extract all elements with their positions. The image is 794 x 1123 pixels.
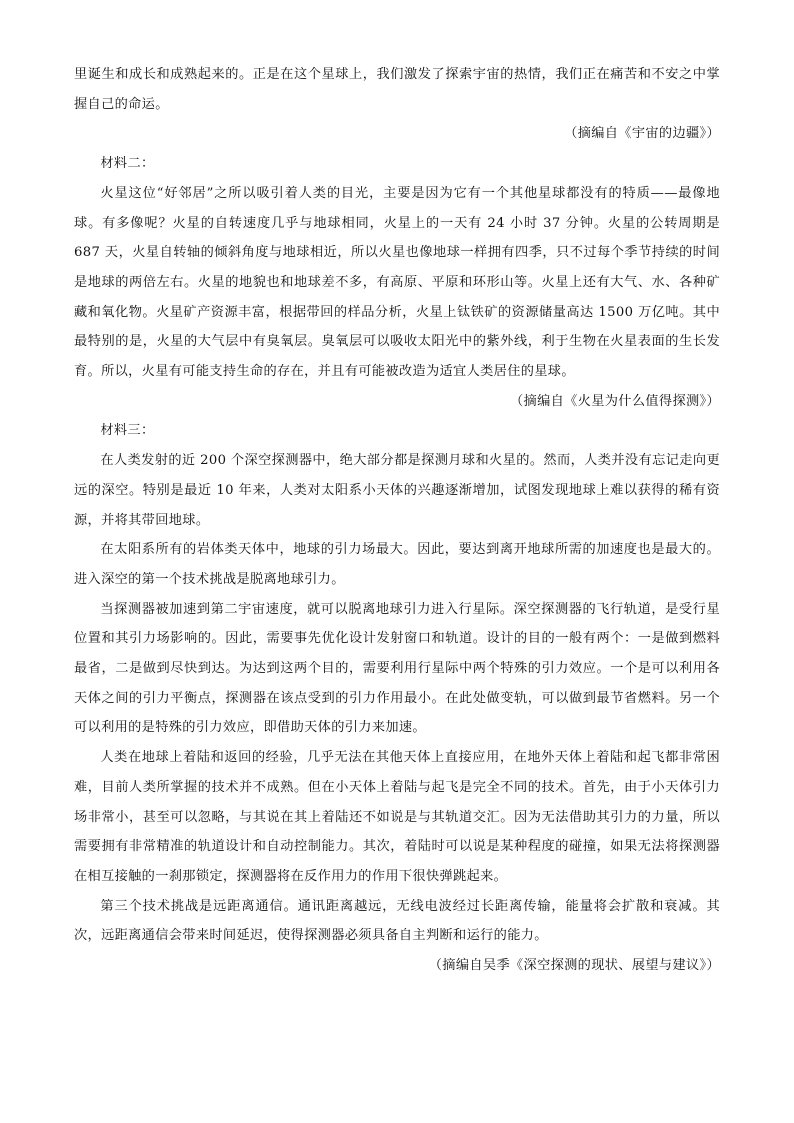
source-citation-3: （摘编自吴季《深空探测的现状、展望与建议》）	[428, 958, 720, 974]
section-heading-material-3: 材料三：	[100, 423, 155, 439]
paragraph-gravity-field: 在太阳系所有的岩体类天体中，地球的引力场最大。因此，要达到离开地球所需的加速度也是最大的。进入深空的第一个技术挑战是脱离地球引力。	[74, 542, 720, 587]
paragraph-orbit-design: 当探测器被加速到第二宇宙速度，就可以脱离地球引力进入行星际。深空探测器的飞行轨道，是受行星位置和其引力场影响的。因此，需要事先优化设计发射窗口和轨道。设计的目的一般有两个：一是做到燃料最省，二是做到尽快到达。为达到这两个目的，需要利用行星际中两个特殊的引力效应。一个是可以利用各天体之间的引力平衡点，探测器在该点受到的引力作用最小。在此处做变轨，可以做到最节省燃料。另一个可以利用的是特殊的引力效应，即借助天体的引力来加速。	[74, 601, 720, 736]
paragraph-continuation: 里诞生和成长和成熟起来的。正是在这个星球上，我们激发了探索宇宙的热情，我们正在痛苦和不安之中掌握自己的命运。	[74, 67, 720, 112]
paragraph-deep-space-probes: 在人类发射的近 200 个深空探测器中，绝大部分都是探测月球和火星的。然而，人类并没有忘记走向更远的深空。特别是最近 10 年来，人类对太阳系小天体的兴趣逐渐增加，试图发现地球上难以获得的稀有资源，并将其带回地球。	[74, 453, 720, 528]
paragraph-mars: 火星这位“好邻居”之所以吸引着人类的目光，主要是因为它有一个其他星球都没有的特质——最像地球。有多像呢？火星的自转速度几乎与地球相同，火星上的一天有 24 小时 37 分钟。火星的公转周期是687 天，火星自转轴的倾斜角度与地球相近，所以火星也像地球一样拥有四季，只不过每个季节持续的时间是地球的两倍左右。火星的地貌也和地球差不多，有高原、平原和环形山等。火星上还有大气、水、各种矿藏和氧化物。火星矿产资源丰富，根据带回的样品分析，火星上钛铁矿的资源储量高达 1500 万亿吨。其中最特别的是，火星的大气层中有臭氧层。臭氧层可以吸收太阳光中的紫外线，利于生物在火星表面的生长发育。所以，火星有可能支持生命的存在，并且有可能被改造为适宜人类居住的星球。	[74, 185, 720, 380]
document-page	[74, 60, 720, 981]
paragraph-landing: 人类在地球上着陆和返回的经验，几乎无法在其他天体上直接应用，在地外天体上着陆和起飞都非常困难，目前人类所掌握的技术并不成熟。但在小天体上着陆与起飞是完全不同的技术。首先，由于小天体引力场非常小，甚至可以忽略，与其说在其上着陆还不如说是与其轨道交汇。因为无法借助其引力的力量，所以需要拥有非常精准的轨道设计和自动控制能力。其次，着陆时可以说是某种程度的碰撞，如果无法将探测器在相互接触的一刹那锁定，探测器将在反作用力的作用下很快弹跳起来。	[74, 750, 720, 884]
source-citation-1: （摘编自《宇宙的边疆》）	[564, 126, 720, 142]
paragraph-communication: 第三个技术挑战是远距离通信。通讯距离越远，无线电波经过长距离传输，能量将会扩散和衰减。其次，远距离通信会带来时间延迟，使得探测器必须具备自主判断和运行的能力。	[74, 898, 720, 944]
section-heading-material-2: 材料二：	[100, 156, 155, 172]
source-citation-2: （摘编自《火星为什么值得探测》）	[510, 393, 720, 409]
